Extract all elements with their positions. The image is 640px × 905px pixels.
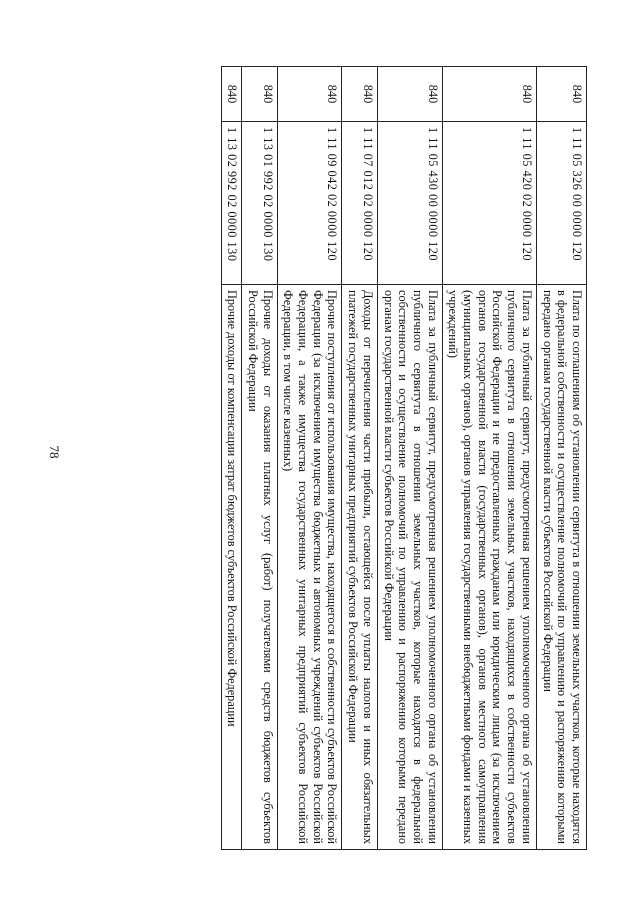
revenue-code-table (221, 66, 587, 850)
rotated-table-wrapper (81, 66, 587, 850)
admin-code-cell: 840 (277, 67, 342, 122)
description-cell: Плата по соглашениям об установлении сервитута в отношении земельных участков, которые находятся в федеральной собственности и осуществление полномочий по управлению и распоряжению которыми передано органам государственной власти субъектов Российской Федерации (536, 285, 586, 850)
kbk-code-cell: 1 11 05 430 00 0000 120 (377, 122, 442, 285)
description-cell: Прочие доходы от компенсации затрат бюджетов субъектов Российской Федерации (221, 285, 242, 850)
kbk-code-cell: 1 13 02 992 02 0000 130 (221, 122, 242, 285)
admin-code-cell: 840 (536, 67, 586, 122)
table-row (342, 67, 377, 850)
table-row (442, 67, 536, 850)
description-cell: Доходы от перечисления части прибыли, остающейся после уплаты налогов и иных обязательных платежей государственных унитарных предприятий субъектов Российской Федерации (342, 285, 377, 850)
table-row (377, 67, 442, 850)
table-body (221, 67, 586, 850)
description-cell: Плата за публичный сервитут, предусмотренная решением уполномоченного органа об установлении публичного сервитута в отношении земельных участков, находящихся в собственности субъектов Российской Федерации и не предоставленных гражданам или юридическим лицам (за исключением органов государственной власти (государственных органов), органов местного самоуправления (муниципальных органов), органов управления государственными внебюджетными фондами и казенных учреждений) (442, 285, 536, 850)
admin-code-cell: 840 (221, 67, 242, 122)
admin-code-cell: 840 (442, 67, 536, 122)
description-cell: Прочие доходы от оказания платных услуг (работ) получателями средств бюджетов субъектов Российской Федерации (242, 285, 277, 850)
admin-code-cell: 840 (242, 67, 277, 122)
description-cell: Плата за публичный сервитут, предусмотренная решением уполномоченного органа об установлении публичного сервитута в отношении земельных участков, которые находятся в федеральной собственности и осуществление полномочий по управлению и распоряжению которыми передано органам государственной власти субъектов Российской Федерации (377, 285, 442, 850)
kbk-code-cell: 1 11 05 420 02 0000 120 (442, 122, 536, 285)
admin-code-cell: 840 (377, 67, 442, 122)
table-row (221, 67, 242, 850)
description-cell: Прочие поступления от использования имущества, находящегося в собственности субъектов Российской Федерации (за исключением имущества бюджетных и автономных учреждений субъектов Российской Федерации, а также имущества государственных унитарных предприятий субъектов Российской Федерации, в том числе казенных) (277, 285, 342, 850)
table-row (242, 67, 277, 850)
table-row (277, 67, 342, 850)
kbk-code-cell: 1 11 05 326 00 0000 120 (536, 122, 586, 285)
kbk-code-cell: 1 11 07 012 02 0000 120 (342, 122, 377, 285)
kbk-code-cell: 1 11 09 042 02 0000 120 (277, 122, 342, 285)
page-number: 78 (47, 445, 62, 459)
kbk-code-cell: 1 13 01 992 02 0000 130 (242, 122, 277, 285)
admin-code-cell: 840 (342, 67, 377, 122)
table-row (536, 67, 586, 850)
